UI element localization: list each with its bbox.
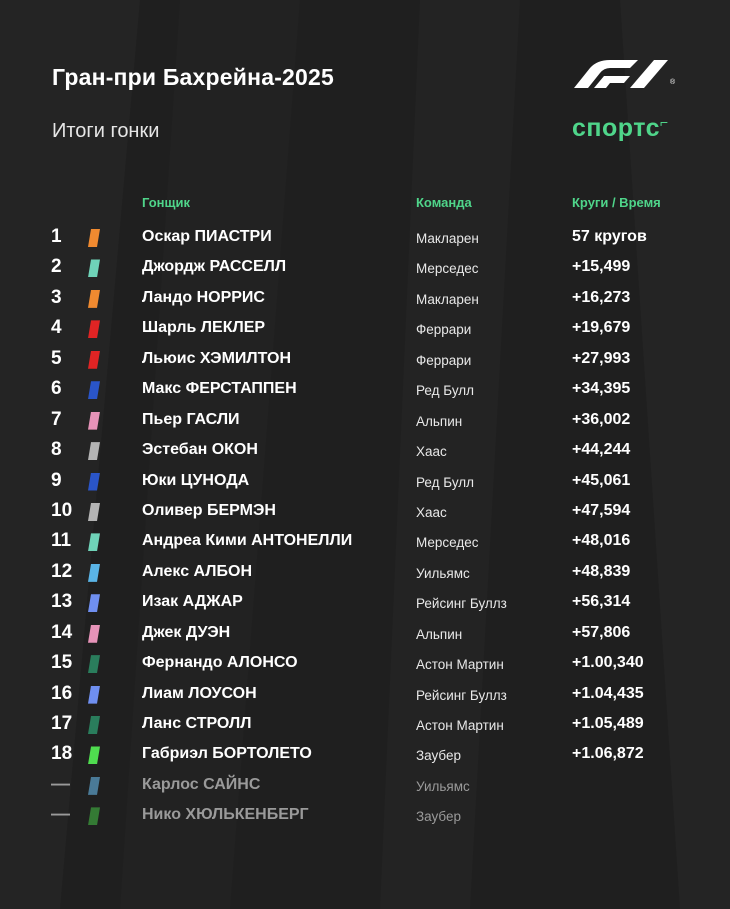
position-number: 10 xyxy=(51,499,73,521)
laps-time-value: +19,679 xyxy=(572,319,631,337)
team-color-marker-icon xyxy=(88,259,100,277)
page-title: Гран-при Бахрейна-2025 xyxy=(52,64,335,90)
team-name: Рейсинг Буллз xyxy=(416,596,507,612)
table-row xyxy=(0,649,730,679)
team-color-marker-icon xyxy=(88,746,100,764)
laps-time-value: +48,016 xyxy=(572,532,631,550)
driver-name: Джек ДУЭН xyxy=(142,623,231,641)
laps-time-value: +27,993 xyxy=(572,349,631,367)
position-number: 3 xyxy=(51,286,62,308)
table-row xyxy=(0,680,730,710)
laps-time-value: +1.05,489 xyxy=(572,715,644,732)
laps-time-value: +15,499 xyxy=(572,258,631,276)
team-color-marker-icon xyxy=(88,351,100,369)
driver-name: Эстебан ОКОН xyxy=(142,441,258,459)
table-row xyxy=(0,588,730,618)
position-number: — xyxy=(51,773,70,795)
sports-logo-mark-icon: ⌐ xyxy=(660,114,669,130)
team-color-marker-icon xyxy=(88,594,100,612)
laps-time-value: 57 кругов xyxy=(572,228,647,245)
team-color-marker-icon xyxy=(88,290,100,308)
laps-time-value: +34,395 xyxy=(572,380,631,398)
team-name: Ред Булл xyxy=(416,474,475,490)
position-number: 18 xyxy=(51,743,73,765)
team-name: Уильямс xyxy=(416,778,470,794)
team-color-marker-icon xyxy=(88,625,100,643)
position-number: 5 xyxy=(51,347,62,369)
position-number: 15 xyxy=(51,652,73,674)
position-number: 1 xyxy=(51,226,62,247)
team-name: Альпин xyxy=(416,626,463,642)
team-name: Заубер xyxy=(416,748,462,764)
laps-time-value: +16,273 xyxy=(572,288,631,306)
team-name: Мерседес xyxy=(416,535,479,551)
table-row xyxy=(0,558,730,588)
position-number: 13 xyxy=(51,591,73,613)
sports-logo-text: спортс xyxy=(572,114,661,142)
team-color-marker-icon xyxy=(88,381,100,399)
position-number: 12 xyxy=(51,560,73,582)
table-row xyxy=(0,527,730,557)
team-color-marker-icon xyxy=(88,473,100,491)
driver-name: Джордж РАССЕЛЛ xyxy=(142,258,287,276)
driver-name: Пьер ГАСЛИ xyxy=(142,410,240,428)
laps-time-value: +44,244 xyxy=(572,441,631,459)
laps-time-value: +47,594 xyxy=(572,501,631,519)
driver-name: Шарль ЛЕКЛЕР xyxy=(142,319,266,337)
laps-time-value: +45,061 xyxy=(572,471,631,489)
column-header-laps-time: Круги / Время xyxy=(572,195,661,210)
team-name: Рейсинг Буллз xyxy=(416,687,507,703)
team-color-marker-icon xyxy=(88,777,100,795)
driver-name: Льюис ХЭМИЛТОН xyxy=(142,349,291,367)
table-row xyxy=(0,771,730,801)
position-number: 4 xyxy=(51,317,62,339)
team-name: Уильямс xyxy=(416,565,470,581)
position-number: 7 xyxy=(51,408,62,430)
driver-name: Лиам ЛОУСОН xyxy=(142,684,257,702)
laps-time-value: +1.00,340 xyxy=(572,654,644,672)
team-name: Мерседес xyxy=(416,261,479,277)
team-color-marker-icon xyxy=(88,564,100,582)
position-number: 14 xyxy=(51,621,73,643)
table-row xyxy=(0,801,730,831)
team-color-marker-icon xyxy=(88,503,100,521)
team-color-marker-icon xyxy=(88,686,100,704)
team-name: Феррари xyxy=(416,322,472,338)
driver-name: Ланс СТРОЛЛ xyxy=(142,715,252,732)
team-color-marker-icon xyxy=(88,442,100,460)
table-row xyxy=(0,345,730,375)
position-number: 17 xyxy=(51,713,73,734)
driver-name: Фернандо АЛОНСО xyxy=(142,654,298,672)
sports-logo xyxy=(572,114,669,143)
team-color-marker-icon xyxy=(88,655,100,673)
team-color-marker-icon xyxy=(88,807,100,825)
driver-name: Габриэл БОРТОЛЕТО xyxy=(142,745,312,763)
laps-time-value: +36,002 xyxy=(572,410,631,428)
team-name: Заубер xyxy=(416,809,462,825)
table-row xyxy=(0,497,730,527)
table-row xyxy=(0,619,730,649)
team-name: Альпин xyxy=(416,413,463,429)
table-row xyxy=(0,253,730,283)
driver-name: Макс ФЕРСТАППЕН xyxy=(142,380,297,398)
table-row xyxy=(0,406,730,436)
table-row xyxy=(0,467,730,497)
table-row xyxy=(0,436,730,466)
team-name: Хаас xyxy=(416,444,447,460)
team-name: Астон Мартин xyxy=(416,657,504,673)
laps-time-value: +57,806 xyxy=(572,623,631,641)
team-color-marker-icon xyxy=(88,412,100,430)
laps-time-value: +1.06,872 xyxy=(572,745,644,763)
table-row xyxy=(0,375,730,405)
table-row xyxy=(0,740,730,770)
team-name: Хаас xyxy=(416,504,447,520)
team-name: Астон Мартин xyxy=(416,718,504,733)
driver-name: Андреа Кими АНТОНЕЛЛИ xyxy=(142,532,353,550)
position-number: — xyxy=(51,804,70,826)
team-name: Феррари xyxy=(416,352,472,368)
position-number: 2 xyxy=(51,256,62,278)
table-row xyxy=(0,314,730,344)
table-row xyxy=(0,284,730,314)
column-header-team: Команда xyxy=(416,195,472,210)
team-color-marker-icon xyxy=(88,716,100,734)
driver-name: Изак АДЖАР xyxy=(142,593,243,611)
team-color-marker-icon xyxy=(88,320,100,338)
svg-text:®: ® xyxy=(670,79,676,86)
laps-time-value: +1.04,435 xyxy=(572,684,644,702)
driver-name: Алекс АЛБОН xyxy=(142,562,253,580)
team-color-marker-icon xyxy=(88,533,100,551)
results-table xyxy=(0,223,730,832)
position-number: 8 xyxy=(51,439,62,461)
position-number: 6 xyxy=(51,378,62,400)
page-subtitle: Итоги гонки xyxy=(52,120,160,142)
position-number: 16 xyxy=(51,682,73,704)
laps-time-value: +56,314 xyxy=(572,593,631,611)
team-name: Макларен xyxy=(416,231,479,246)
column-header-driver: Гонщик xyxy=(142,195,190,210)
table-row xyxy=(0,223,730,253)
driver-name: Ландо НОРРИС xyxy=(142,288,265,306)
team-name: Ред Булл xyxy=(416,383,475,399)
position-number: 9 xyxy=(51,469,62,491)
driver-name: Оскар ПИАСТРИ xyxy=(142,228,272,245)
position-number: 11 xyxy=(51,530,72,552)
table-row xyxy=(0,710,730,740)
laps-time-value: +48,839 xyxy=(572,562,631,580)
driver-name: Оливер БЕРМЭН xyxy=(142,501,276,519)
f1-logo-icon xyxy=(572,58,680,88)
team-name: Макларен xyxy=(416,291,479,307)
driver-name: Нико ХЮЛЬКЕНБЕРГ xyxy=(142,806,309,824)
team-color-marker-icon xyxy=(88,229,100,247)
driver-name: Юки ЦУНОДА xyxy=(142,471,250,489)
driver-name: Карлос САЙНС xyxy=(142,775,261,793)
